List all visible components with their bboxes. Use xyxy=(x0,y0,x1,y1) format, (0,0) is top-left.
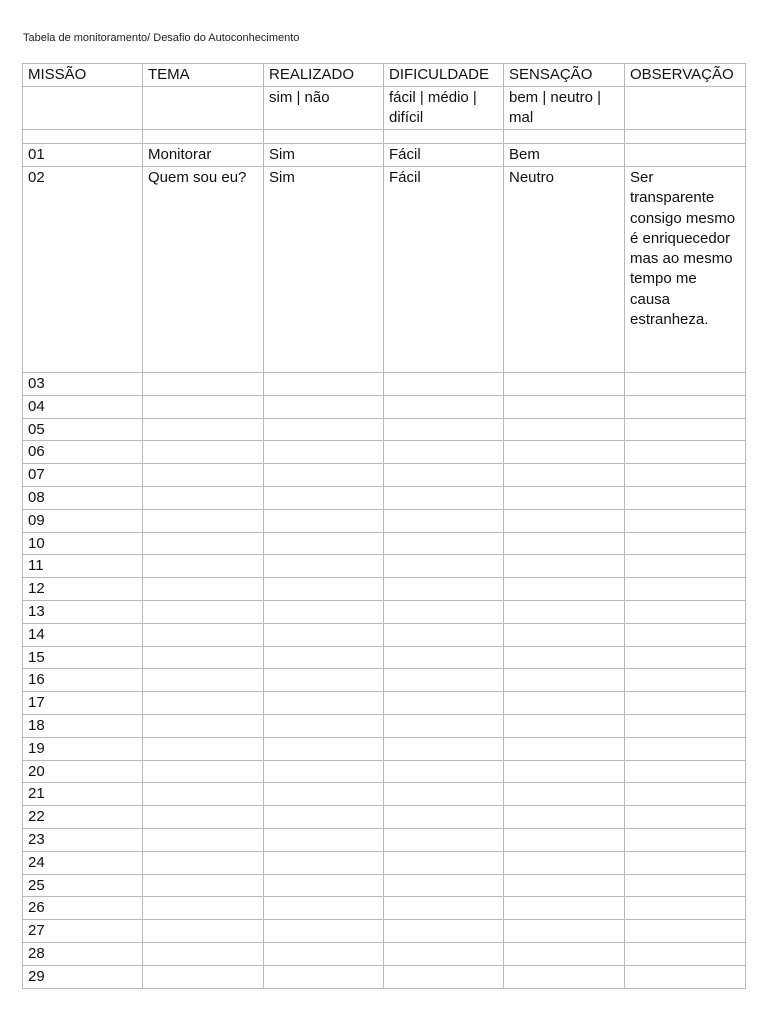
table-cell xyxy=(625,965,746,988)
observation-cell xyxy=(625,144,746,167)
table-cell xyxy=(264,669,384,692)
table-cell xyxy=(264,828,384,851)
table-cell xyxy=(384,714,504,737)
mission-cell: 29 xyxy=(23,965,143,988)
table-row xyxy=(23,532,746,555)
table-cell xyxy=(264,692,384,715)
table-cell xyxy=(384,373,504,396)
table-cell xyxy=(264,464,384,487)
table-cell xyxy=(625,373,746,396)
table-cell xyxy=(143,418,264,441)
table-cell xyxy=(625,737,746,760)
table-cell xyxy=(625,714,746,737)
table-cell xyxy=(264,373,384,396)
mission-cell: 11 xyxy=(23,555,143,578)
table-cell xyxy=(264,130,384,144)
table-cell xyxy=(504,669,625,692)
mission-cell: 02 xyxy=(23,167,143,373)
table-cell xyxy=(504,737,625,760)
table-cell xyxy=(384,828,504,851)
table-cell xyxy=(625,646,746,669)
table-cell xyxy=(384,965,504,988)
table-cell xyxy=(264,555,384,578)
table-cell xyxy=(625,578,746,601)
monitoring-table xyxy=(22,63,746,989)
done-cell: Sim xyxy=(264,144,384,167)
table-cell xyxy=(625,783,746,806)
mission-cell: 28 xyxy=(23,942,143,965)
table-cell xyxy=(143,486,264,509)
mission-cell: 21 xyxy=(23,783,143,806)
table-row xyxy=(23,828,746,851)
table-cell xyxy=(264,600,384,623)
table-cell xyxy=(384,942,504,965)
mission-cell: 22 xyxy=(23,806,143,829)
table-row xyxy=(23,623,746,646)
table-cell xyxy=(625,418,746,441)
table-row xyxy=(23,486,746,509)
theme-cell: Monitorar xyxy=(143,144,264,167)
table-cell xyxy=(143,806,264,829)
table-cell xyxy=(384,874,504,897)
mission-cell: 24 xyxy=(23,851,143,874)
table-cell xyxy=(143,646,264,669)
table-cell xyxy=(504,464,625,487)
table-cell xyxy=(504,851,625,874)
table-cell xyxy=(384,669,504,692)
difficulty-cell: Fácil xyxy=(384,167,504,373)
table-cell xyxy=(384,897,504,920)
table-cell xyxy=(264,874,384,897)
feeling-cell: Neutro xyxy=(504,167,625,373)
table-cell xyxy=(625,509,746,532)
mission-cell: 13 xyxy=(23,600,143,623)
table-cell xyxy=(625,806,746,829)
table-row xyxy=(23,578,746,601)
table-cell xyxy=(384,395,504,418)
mission-cell: 19 xyxy=(23,737,143,760)
table-cell xyxy=(384,130,504,144)
table-cell xyxy=(384,600,504,623)
header-cell: SENSAÇÃO xyxy=(504,64,625,87)
table-cell xyxy=(504,373,625,396)
table-row xyxy=(23,600,746,623)
mission-cell: 20 xyxy=(23,760,143,783)
table-cell xyxy=(143,828,264,851)
table-cell xyxy=(504,532,625,555)
mission-cell: 01 xyxy=(23,144,143,167)
table-cell xyxy=(384,578,504,601)
table-row xyxy=(23,897,746,920)
options-cell xyxy=(23,87,143,130)
table-row xyxy=(23,760,746,783)
table-cell xyxy=(384,555,504,578)
table-cell xyxy=(384,920,504,943)
table-cell xyxy=(504,760,625,783)
table-cell xyxy=(143,942,264,965)
table-cell xyxy=(384,646,504,669)
table-cell xyxy=(384,760,504,783)
table-cell xyxy=(143,760,264,783)
mission-cell: 06 xyxy=(23,441,143,464)
table-cell xyxy=(264,783,384,806)
mission-cell: 27 xyxy=(23,920,143,943)
table-cell xyxy=(504,441,625,464)
table-row xyxy=(23,646,746,669)
table-cell xyxy=(384,692,504,715)
table-cell xyxy=(264,920,384,943)
table-cell xyxy=(504,623,625,646)
table-cell xyxy=(143,600,264,623)
table-cell xyxy=(504,942,625,965)
table-cell xyxy=(264,532,384,555)
mission-cell: 08 xyxy=(23,486,143,509)
table-cell xyxy=(504,692,625,715)
options-cell xyxy=(625,87,746,130)
mission-cell: 09 xyxy=(23,509,143,532)
table-cell xyxy=(504,965,625,988)
table-row xyxy=(23,851,746,874)
table-cell xyxy=(625,760,746,783)
table-cell xyxy=(384,783,504,806)
table-cell xyxy=(384,737,504,760)
table-cell xyxy=(625,486,746,509)
header-cell: OBSERVAÇÃO xyxy=(625,64,746,87)
table-row xyxy=(23,373,746,396)
table-cell xyxy=(143,441,264,464)
table-cell xyxy=(143,130,264,144)
table-cell xyxy=(264,965,384,988)
done-cell: Sim xyxy=(264,167,384,373)
mission-cell: 07 xyxy=(23,464,143,487)
table-cell xyxy=(504,897,625,920)
table-cell xyxy=(625,555,746,578)
header-cell: TEMA xyxy=(143,64,264,87)
table-row xyxy=(23,669,746,692)
table-cell xyxy=(504,578,625,601)
mission-cell: 12 xyxy=(23,578,143,601)
feeling-cell: Bem xyxy=(504,144,625,167)
table-cell xyxy=(504,600,625,623)
table-cell xyxy=(504,555,625,578)
table-cell xyxy=(504,874,625,897)
mission-cell: 03 xyxy=(23,373,143,396)
table-cell xyxy=(264,578,384,601)
table-cell xyxy=(143,509,264,532)
observation-cell: Ser transparente consigo mesmo é enriquecedor mas ao mesmo tempo me causa estranheza. xyxy=(625,167,746,373)
header-cell: MISSÃO xyxy=(23,64,143,87)
table-cell xyxy=(264,760,384,783)
table-cell xyxy=(504,395,625,418)
mission-cell: 23 xyxy=(23,828,143,851)
table-cell xyxy=(143,965,264,988)
table-cell xyxy=(264,646,384,669)
mission-cell: 04 xyxy=(23,395,143,418)
table-row xyxy=(23,737,746,760)
table-cell xyxy=(625,464,746,487)
table-cell xyxy=(384,486,504,509)
options-cell: bem | neutro | mal xyxy=(504,87,625,130)
table-cell xyxy=(625,395,746,418)
table-cell xyxy=(625,828,746,851)
mission-cell: 18 xyxy=(23,714,143,737)
table-cell xyxy=(143,851,264,874)
page-title: Tabela de monitoramento/ Desafio do Autoconhecimento xyxy=(23,32,300,44)
table-cell xyxy=(384,532,504,555)
table-row xyxy=(23,783,746,806)
mission-cell: 16 xyxy=(23,669,143,692)
table-row xyxy=(23,441,746,464)
header-cell: REALIZADO xyxy=(264,64,384,87)
table-row xyxy=(23,464,746,487)
table-cell xyxy=(625,623,746,646)
table-row xyxy=(23,965,746,988)
table-row xyxy=(23,874,746,897)
options-cell: fácil | médio | difícil xyxy=(384,87,504,130)
table-cell xyxy=(504,646,625,669)
table-cell xyxy=(264,806,384,829)
table-cell xyxy=(143,395,264,418)
table-cell xyxy=(625,669,746,692)
table-row xyxy=(23,144,746,167)
table-cell xyxy=(264,851,384,874)
options-row xyxy=(23,87,746,130)
table-cell xyxy=(504,486,625,509)
table-cell xyxy=(264,486,384,509)
table-cell xyxy=(143,874,264,897)
table-cell xyxy=(143,897,264,920)
table-row xyxy=(23,418,746,441)
theme-cell: Quem sou eu? xyxy=(143,167,264,373)
table-cell xyxy=(625,874,746,897)
table-cell xyxy=(504,509,625,532)
table-cell xyxy=(143,555,264,578)
table-row xyxy=(23,806,746,829)
options-cell xyxy=(143,87,264,130)
table-cell xyxy=(504,714,625,737)
table-cell xyxy=(143,692,264,715)
table-row xyxy=(23,942,746,965)
table-cell xyxy=(143,737,264,760)
table-cell xyxy=(625,532,746,555)
table-cell xyxy=(143,373,264,396)
table-cell xyxy=(384,623,504,646)
table-cell xyxy=(625,692,746,715)
table-cell xyxy=(504,130,625,144)
table-cell xyxy=(264,395,384,418)
table-cell xyxy=(143,669,264,692)
mission-cell: 05 xyxy=(23,418,143,441)
table-cell xyxy=(384,441,504,464)
table-cell xyxy=(264,418,384,441)
table-row xyxy=(23,714,746,737)
table-cell xyxy=(504,828,625,851)
difficulty-cell: Fácil xyxy=(384,144,504,167)
table-row xyxy=(23,692,746,715)
table-cell xyxy=(625,942,746,965)
table-cell xyxy=(504,783,625,806)
table-cell xyxy=(143,783,264,806)
table-row xyxy=(23,395,746,418)
table-cell xyxy=(264,737,384,760)
table-cell xyxy=(384,464,504,487)
table-cell xyxy=(625,897,746,920)
mission-cell: 17 xyxy=(23,692,143,715)
table-cell xyxy=(143,920,264,943)
table-cell xyxy=(143,464,264,487)
table-row xyxy=(23,509,746,532)
spacer-row xyxy=(23,130,746,144)
table-cell xyxy=(23,130,143,144)
table-cell xyxy=(625,851,746,874)
table-cell xyxy=(264,897,384,920)
table-cell xyxy=(384,509,504,532)
table-cell xyxy=(264,509,384,532)
header-row xyxy=(23,64,746,87)
table-cell xyxy=(625,600,746,623)
table-cell xyxy=(625,920,746,943)
table-cell xyxy=(264,441,384,464)
table-cell xyxy=(384,418,504,441)
table-cell xyxy=(143,532,264,555)
table-cell xyxy=(143,714,264,737)
mission-cell: 15 xyxy=(23,646,143,669)
mission-cell: 14 xyxy=(23,623,143,646)
table-cell xyxy=(504,418,625,441)
mission-cell: 10 xyxy=(23,532,143,555)
mission-cell: 25 xyxy=(23,874,143,897)
table-cell xyxy=(264,942,384,965)
table-cell xyxy=(264,714,384,737)
header-cell: DIFICULDADE xyxy=(384,64,504,87)
table-cell xyxy=(143,623,264,646)
table-cell xyxy=(384,806,504,829)
table-row xyxy=(23,555,746,578)
table-cell xyxy=(625,130,746,144)
table-cell xyxy=(264,623,384,646)
table-cell xyxy=(384,851,504,874)
table-cell xyxy=(504,920,625,943)
table-row xyxy=(23,167,746,373)
table-cell xyxy=(625,441,746,464)
options-cell: sim | não xyxy=(264,87,384,130)
mission-cell: 26 xyxy=(23,897,143,920)
table-cell xyxy=(504,806,625,829)
table-cell xyxy=(143,578,264,601)
table-row xyxy=(23,920,746,943)
